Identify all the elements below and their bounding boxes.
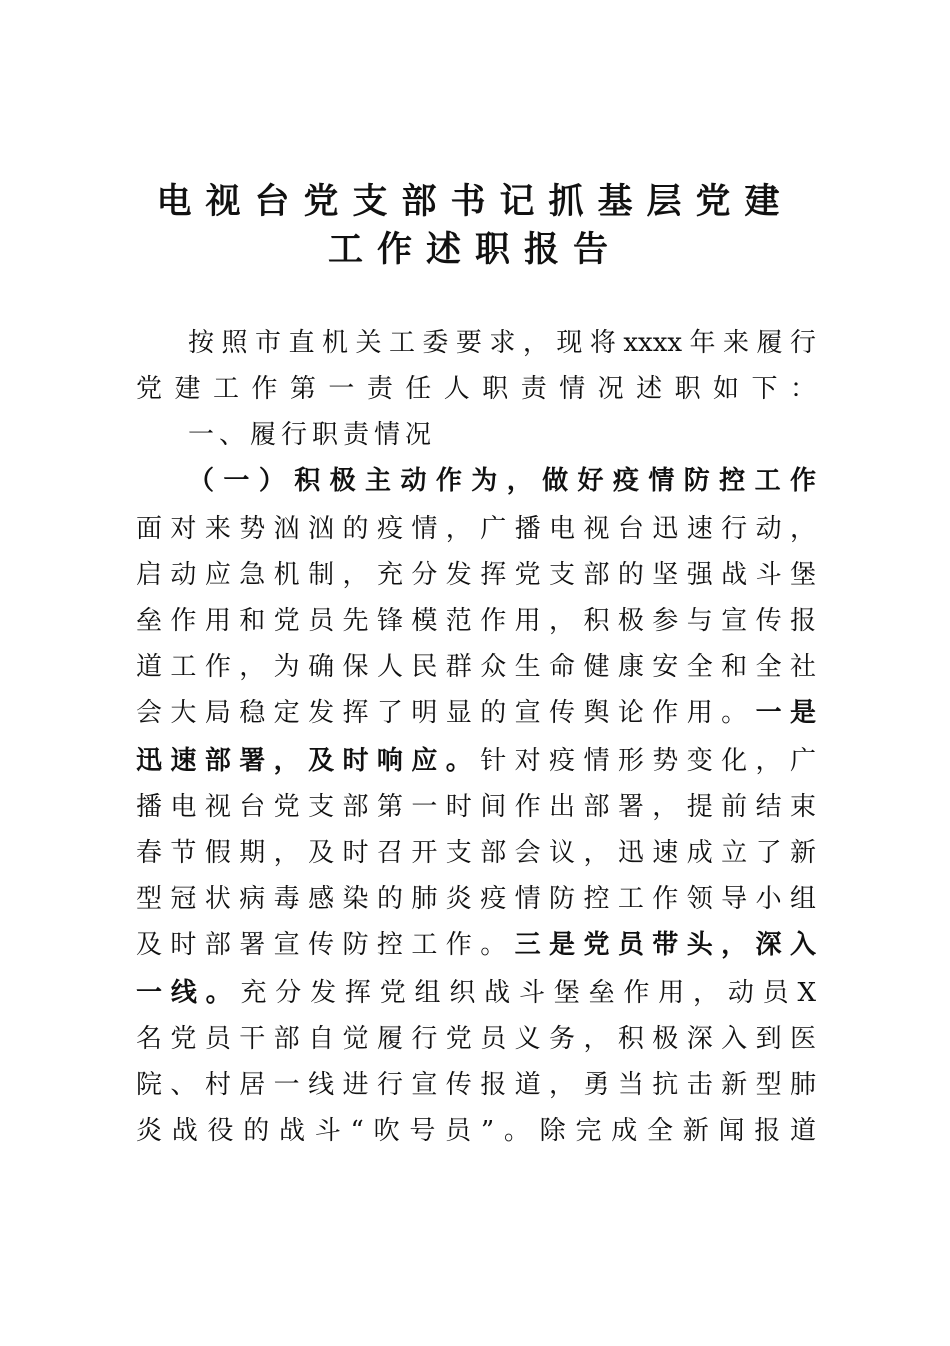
body-line [136,690,816,736]
body-line: 型冠状病毒感染的肺炎疫情防控工作领导小组 [136,884,816,914]
document-title-line-2: 工作述职报告 [327,230,622,270]
body-line [136,922,816,968]
body-line: 道工作，为确保人民群众生命健康安全和全社 [136,652,816,682]
emphasis-text: 一是 [755,698,816,728]
body-line: 垒作用和党员先锋模范作用，积极参与宣传报 [136,606,816,636]
body-line: 炎战役的战斗“吹号员”。除完成全新闻报道 [136,1116,816,1146]
intro-line-2: 党建工作第一责任人职责情况述职如下： [136,374,816,404]
subsection-heading: （一）积极主动作为，做好疫情防控工作 [188,466,816,496]
body-text: 针对疫情形势变化，广 [480,746,816,776]
emphasis-text: 一线。 [136,978,241,1008]
body-line: 启动应急机制，充分发挥党支部的坚强战斗堡 [136,560,816,590]
document-title-line-1: 电视台党支部书记抓基层党建 [156,182,794,222]
emphasis-text: 三是党员带头，深入 [514,930,816,960]
emphasis-text: 迅速部署，及时响应。 [136,746,481,776]
body-text: 充分发挥党组织战斗堡垒作用，动员X [240,978,816,1008]
body-line: 名党员干部自觉履行党员义务，积极深入到医 [136,1024,816,1054]
body-line: 面对来势汹汹的疫情，广播电视台迅速行动， [136,514,816,544]
body-line: 春节假期，及时召开支部会议，迅速成立了新 [136,838,816,868]
body-text: 会大局稳定发挥了明显的宣传舆论作用。 [136,698,756,728]
section-heading: 一、履行职责情况 [188,420,437,450]
body-text: 及时部署宣传防控工作。 [136,930,515,960]
body-line [136,738,816,784]
body-line: 播电视台党支部第一时间作出部署，提前结束 [136,792,816,822]
body-line [136,970,816,1016]
body-line: 院、村居一线进行宣传报道，勇当抗击新型肺 [136,1070,816,1100]
intro-line-1: 按照市直机关工委要求，现将xxxx年来履行 [188,328,816,358]
